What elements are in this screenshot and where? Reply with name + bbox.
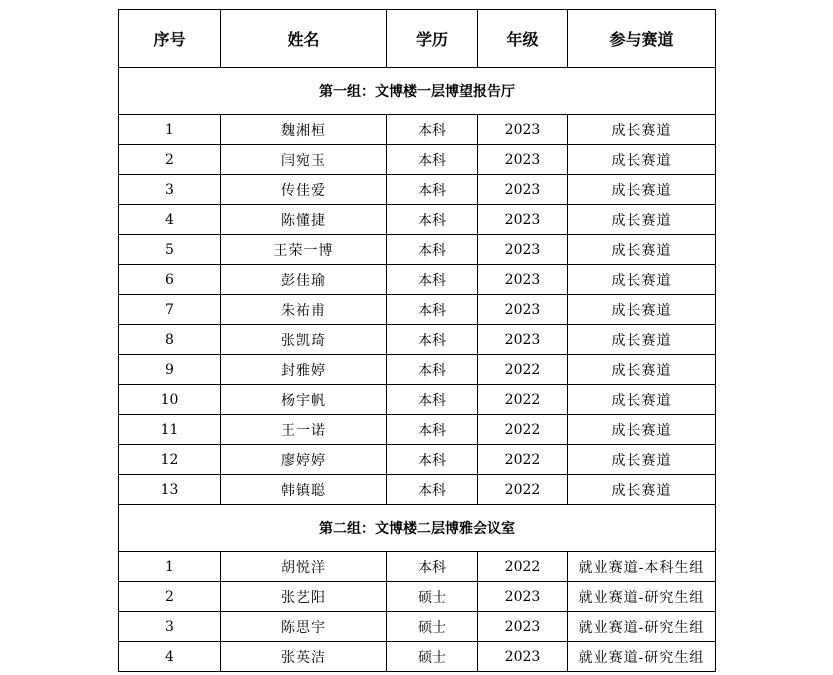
table-row (119, 582, 716, 612)
cell-name: 张艺阳 (221, 582, 387, 612)
cell-track: 成长赛道 (568, 295, 716, 325)
cell-grade: 2022 (478, 415, 568, 445)
cell-grade: 2023 (478, 205, 568, 235)
cell-track: 成长赛道 (568, 115, 716, 145)
cell-track: 成长赛道 (568, 355, 716, 385)
table-row (119, 235, 716, 265)
cell-grade: 2023 (478, 265, 568, 295)
cell-name: 闫宛玉 (221, 145, 387, 175)
cell-education: 本科 (387, 175, 478, 205)
group-title: 第一组：文博楼一层博望报告厅 (119, 68, 716, 115)
cell-no: 1 (119, 115, 221, 145)
cell-no: 1 (119, 552, 221, 582)
cell-education: 本科 (387, 205, 478, 235)
header-name: 姓名 (221, 10, 387, 68)
cell-track: 成长赛道 (568, 235, 716, 265)
header-row (119, 10, 716, 68)
cell-name: 张凯琦 (221, 325, 387, 355)
cell-no: 3 (119, 175, 221, 205)
cell-no: 12 (119, 445, 221, 475)
cell-no: 10 (119, 385, 221, 415)
cell-track: 成长赛道 (568, 385, 716, 415)
cell-name: 传佳爱 (221, 175, 387, 205)
cell-education: 硕士 (387, 582, 478, 612)
cell-grade: 2022 (478, 475, 568, 505)
cell-name: 王一诺 (221, 415, 387, 445)
cell-track: 就业赛道-研究生组 (568, 612, 716, 642)
group-title: 第二组：文博楼二层博雅会议室 (119, 505, 716, 552)
cell-track: 成长赛道 (568, 415, 716, 445)
table-row (119, 325, 716, 355)
table-row (119, 265, 716, 295)
cell-grade: 2023 (478, 295, 568, 325)
cell-education: 本科 (387, 115, 478, 145)
cell-track: 就业赛道-本科生组 (568, 552, 716, 582)
table-row (119, 552, 716, 582)
table-row (119, 415, 716, 445)
cell-education: 本科 (387, 355, 478, 385)
cell-name: 杨宇帆 (221, 385, 387, 415)
cell-name: 魏湘桓 (221, 115, 387, 145)
cell-no: 8 (119, 325, 221, 355)
roster-table (118, 9, 716, 672)
cell-grade: 2023 (478, 642, 568, 672)
cell-track: 成长赛道 (568, 205, 716, 235)
cell-education: 本科 (387, 445, 478, 475)
group-header-row (119, 68, 716, 115)
table-row (119, 385, 716, 415)
cell-education: 硕士 (387, 612, 478, 642)
cell-education: 本科 (387, 475, 478, 505)
cell-name: 张英洁 (221, 642, 387, 672)
table-row (119, 612, 716, 642)
cell-track: 就业赛道-研究生组 (568, 582, 716, 612)
group-header-row (119, 505, 716, 552)
cell-education: 本科 (387, 235, 478, 265)
cell-name: 彭佳瑜 (221, 265, 387, 295)
cell-name: 韩镇聪 (221, 475, 387, 505)
cell-grade: 2022 (478, 355, 568, 385)
table-row (119, 145, 716, 175)
cell-education: 本科 (387, 145, 478, 175)
cell-grade: 2023 (478, 582, 568, 612)
cell-no: 5 (119, 235, 221, 265)
cell-education: 本科 (387, 385, 478, 415)
cell-grade: 2023 (478, 115, 568, 145)
cell-no: 7 (119, 295, 221, 325)
roster-body (119, 68, 716, 672)
cell-no: 3 (119, 612, 221, 642)
cell-no: 6 (119, 265, 221, 295)
header-track: 参与赛道 (568, 10, 716, 68)
cell-no: 4 (119, 205, 221, 235)
cell-grade: 2023 (478, 325, 568, 355)
header-grade: 年级 (478, 10, 568, 68)
table-row (119, 115, 716, 145)
cell-education: 本科 (387, 552, 478, 582)
cell-grade: 2022 (478, 445, 568, 475)
table-row (119, 175, 716, 205)
cell-grade: 2023 (478, 175, 568, 205)
cell-no: 13 (119, 475, 221, 505)
cell-no: 2 (119, 145, 221, 175)
cell-name: 陈懂捷 (221, 205, 387, 235)
cell-name: 朱祐甫 (221, 295, 387, 325)
cell-education: 本科 (387, 325, 478, 355)
cell-grade: 2023 (478, 235, 568, 265)
cell-track: 成长赛道 (568, 175, 716, 205)
cell-grade: 2022 (478, 385, 568, 415)
table-row (119, 205, 716, 235)
table-row (119, 355, 716, 385)
cell-name: 胡悦洋 (221, 552, 387, 582)
cell-grade: 2023 (478, 612, 568, 642)
cell-name: 封雅婷 (221, 355, 387, 385)
cell-grade: 2022 (478, 552, 568, 582)
cell-education: 本科 (387, 415, 478, 445)
cell-no: 11 (119, 415, 221, 445)
table-row (119, 445, 716, 475)
cell-track: 成长赛道 (568, 325, 716, 355)
header-no: 序号 (119, 10, 221, 68)
cell-name: 陈思宇 (221, 612, 387, 642)
cell-no: 4 (119, 642, 221, 672)
cell-track: 成长赛道 (568, 145, 716, 175)
cell-track: 成长赛道 (568, 475, 716, 505)
cell-track: 成长赛道 (568, 265, 716, 295)
cell-education: 硕士 (387, 642, 478, 672)
cell-name: 廖婷婷 (221, 445, 387, 475)
cell-track: 就业赛道-研究生组 (568, 642, 716, 672)
table-row (119, 642, 716, 672)
cell-grade: 2023 (478, 145, 568, 175)
cell-name: 王荣一博 (221, 235, 387, 265)
cell-education: 本科 (387, 295, 478, 325)
table-row (119, 295, 716, 325)
header-education: 学历 (387, 10, 478, 68)
table-row (119, 475, 716, 505)
cell-no: 2 (119, 582, 221, 612)
cell-education: 本科 (387, 265, 478, 295)
cell-track: 成长赛道 (568, 445, 716, 475)
cell-no: 9 (119, 355, 221, 385)
